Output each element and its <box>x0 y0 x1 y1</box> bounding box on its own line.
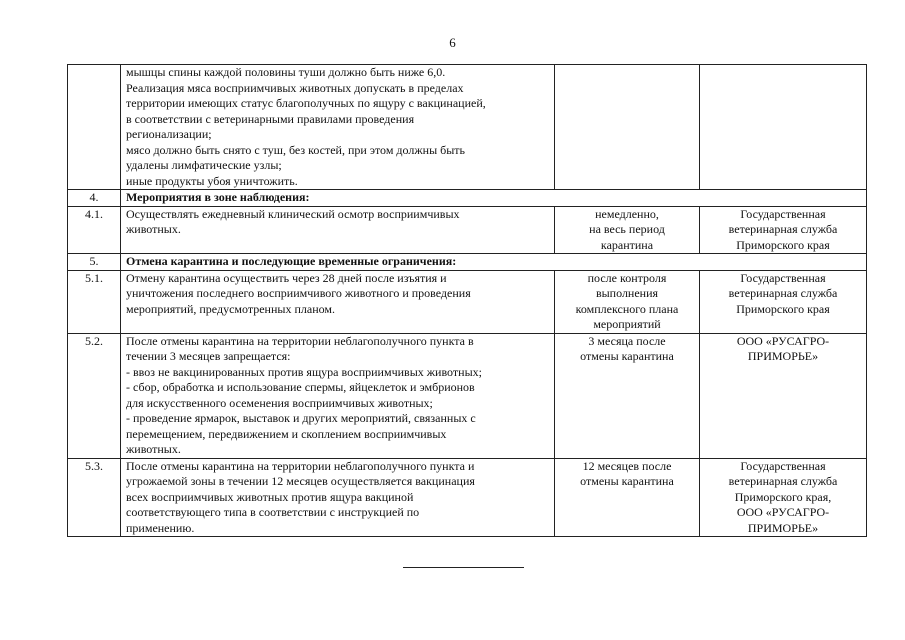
term-line: на весь период <box>589 222 665 236</box>
term-cell <box>555 333 700 458</box>
term-line: немедленно, <box>595 206 659 221</box>
term-cell <box>555 270 700 333</box>
action-cell <box>121 206 555 254</box>
action-cell <box>121 65 555 190</box>
responsible-cell <box>700 458 867 537</box>
action-line: удалены лимфатические узлы; <box>126 158 282 172</box>
responsible-line: ООО «РУСАГРО- <box>736 505 830 519</box>
table-row <box>68 458 867 537</box>
section-title <box>121 254 867 271</box>
action-line: После отмены карантина на территории неблагополучного пункта в <box>126 333 474 348</box>
action-line: Реализация мяса восприимчивых животных допускать в пределах <box>126 80 464 95</box>
table-row <box>68 270 867 333</box>
responsible-line: ветеринарная служба <box>728 286 838 300</box>
action-line: для искусственного осеменения восприимчивых животных; <box>126 395 433 410</box>
action-cell <box>121 458 555 537</box>
row-number: 5.2. <box>68 333 121 458</box>
action-line: всех восприимчивых животных против ящура вакциной <box>126 489 414 504</box>
term-line: отмены карантина <box>580 474 674 488</box>
responsible-line: ООО «РУСАГРО- <box>736 333 830 348</box>
responsible-cell <box>700 270 867 333</box>
term-line: карантина <box>600 237 654 252</box>
term-cell <box>555 206 700 254</box>
term-line: 3 месяца после <box>588 333 666 348</box>
action-line: Отмену карантина осуществить через 28 дней после изъятия и <box>126 270 447 285</box>
responsible-line: ветеринарная служба <box>728 474 838 488</box>
term-cell <box>555 65 700 190</box>
section-header-row <box>68 190 867 207</box>
action-line: уничтожения последнего восприимчивого животного и проведения <box>126 286 471 300</box>
row-number: 5.1. <box>68 270 121 333</box>
row-number <box>68 65 121 190</box>
responsible-line: Приморского края <box>736 301 830 316</box>
action-line: животных. <box>126 442 181 456</box>
page-number: 6 <box>449 35 456 50</box>
action-line: животных. <box>126 222 181 236</box>
action-line: регионализации; <box>126 127 212 141</box>
action-line: в соответствии с ветеринарными правилами проведения <box>126 111 415 126</box>
action-line: - ввоз не вакцинированных против ящура восприимчивых животных; <box>126 364 482 379</box>
action-line: - проведение ярмарок, выставок и других мероприятий, связанных с <box>126 411 476 425</box>
term-line: комплексного плана <box>575 301 679 316</box>
term-cell <box>555 458 700 537</box>
term-line: мероприятий <box>593 317 661 331</box>
action-cell <box>121 270 555 333</box>
section-title-text: Отмена карантина и последующие временные ограничения: <box>126 254 457 268</box>
row-number: 4. <box>68 190 121 207</box>
responsible-line: Государственная <box>740 270 826 285</box>
action-line: применению. <box>126 520 195 535</box>
responsible-line: Государственная <box>740 206 826 221</box>
action-cell <box>121 333 555 458</box>
responsible-line: Государственная <box>740 458 826 473</box>
row-number: 4.1. <box>68 206 121 254</box>
term-line: отмены карантина <box>580 349 674 363</box>
action-line: мясо должно быть снято с туш, без костей, при этом должны быть <box>126 142 466 157</box>
action-line: течении 3 месяцев запрещается: <box>126 349 291 363</box>
row-number: 5. <box>68 254 121 271</box>
responsible-cell <box>700 206 867 254</box>
action-line: После отмены карантина на территории неблагополучного пункта и <box>126 458 475 473</box>
action-line: угрожаемой зоны в течении 12 месяцев осуществляется вакцинация <box>126 474 475 488</box>
section-header-row <box>68 254 867 271</box>
section-title <box>121 190 867 207</box>
section-title-text: Мероприятия в зоне наблюдения: <box>126 190 310 204</box>
responsible-line: ПРИМОРЬЕ» <box>747 349 819 363</box>
action-line: соответствующего типа в соответствии с инструкцией по <box>126 505 420 519</box>
responsible-line: ветеринарная служба <box>728 222 838 236</box>
table-row <box>68 65 867 190</box>
action-line: перемещением, передвижением и скоплением восприимчивых <box>126 426 447 441</box>
responsible-cell <box>700 65 867 190</box>
term-line: после контроля <box>587 270 667 285</box>
row-number: 5.3. <box>68 458 121 537</box>
action-line: территории имеющих статус благополучных по ящуру с вакцинацией, <box>126 96 486 110</box>
action-line: иные продукты убоя уничтожить. <box>126 173 298 188</box>
action-line: - сбор, обработка и использование спермы, яйцеклеток и эмбрионов <box>126 380 475 394</box>
table-body <box>68 65 867 537</box>
term-line: 12 месяцев после <box>582 458 672 473</box>
term-line: выполнения <box>595 286 659 300</box>
action-line: мышцы спины каждой половины туши должно быть ниже 6,0. <box>126 65 446 79</box>
table-row <box>68 333 867 458</box>
responsible-cell <box>700 333 867 458</box>
responsible-line: Приморского края <box>736 237 830 252</box>
responsible-line: ПРИМОРЬЕ» <box>747 520 819 535</box>
action-line: Осуществлять ежедневный клинический осмотр восприимчивых <box>126 206 460 221</box>
responsible-line: Приморского края, <box>734 489 832 504</box>
measures-table <box>67 64 867 537</box>
action-line: мероприятий, предусмотренных планом. <box>126 301 335 316</box>
end-of-document-rule <box>403 567 524 568</box>
table-row <box>68 206 867 254</box>
